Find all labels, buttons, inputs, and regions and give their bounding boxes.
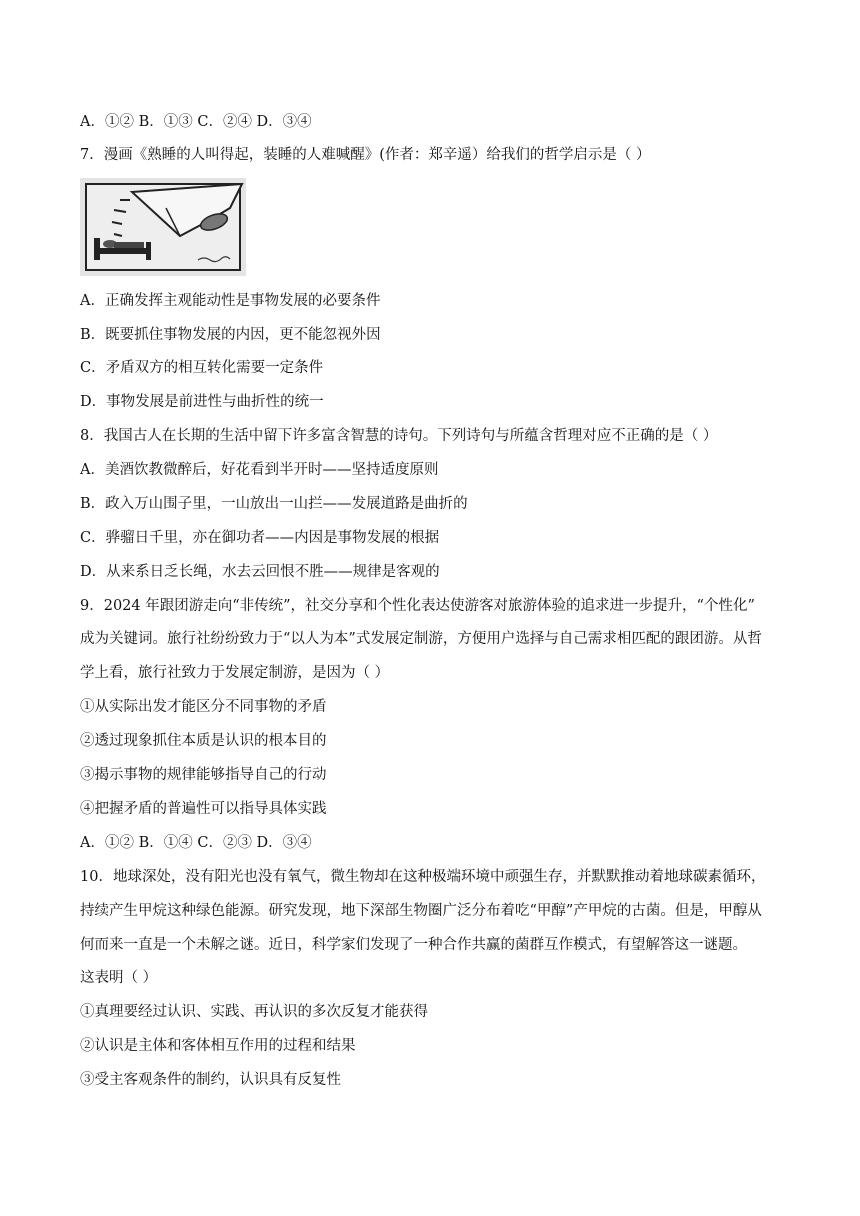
q7-option-a: A．正确发挥主观能动性是事物发展的必要条件 bbox=[80, 293, 381, 309]
q7-option-d: D．事物发展是前进性与曲折性的统一 bbox=[80, 394, 324, 410]
q9-stem-line-2: 成为关键词。旅行社纷纷致力于“以人为本”式发展定制游，方便用户选择与自己需求相匹配的跟团游。从哲 bbox=[80, 631, 762, 647]
q7-stem: 7．漫画《熟睡的人叫得起，装睡的人难喊醒》(作者：郑辛遥）给我们的哲学启示是（ ） bbox=[80, 147, 651, 163]
q8-option-b: B．政入万山围子里，一山放出一山拦——发展道路是曲折的 bbox=[80, 496, 468, 512]
q10-item-3: ③受主客观条件的制约，认识具有反复性 bbox=[80, 1072, 341, 1088]
q9-options: A．①② B．①④ C．②③ D．③④ bbox=[80, 835, 312, 851]
q10-item-2: ②认识是主体和客体相互作用的过程和结果 bbox=[80, 1038, 356, 1054]
q8-option-a: A．美酒饮教微醉后，好花看到半开时——坚持适度原则 bbox=[80, 462, 439, 478]
q8-option-d: D．从来系日乏长绳，水去云回恨不胜——规律是客观的 bbox=[80, 564, 440, 580]
q10-stem-line-4: 这表明（ ） bbox=[80, 970, 158, 986]
q9-item-1: ①从实际出发才能区分不同事物的矛盾 bbox=[80, 699, 327, 715]
q8-option-c: C．骅骝日千里，亦在御功者——内因是事物发展的根据 bbox=[80, 530, 440, 546]
q9-stem-line-1: 9．2024 年跟团游走向“非传统”，社交分享和个性化表达使游客对旅游体验的追求进一步提升，“个性化” bbox=[80, 598, 755, 614]
q10-item-1: ①真理要经过认识、实践、再认识的多次反复才能获得 bbox=[80, 1004, 428, 1020]
q7-option-b: B．既要抓住事物发展的内因，更不能忽视外因 bbox=[80, 327, 381, 343]
q10-stem-line-2: 持续产生甲烷这种绿色能源。研究发现，地下深部生物圈广泛分布着吃“甲醇”产甲烷的古菌。但是，甲醇从 bbox=[80, 903, 762, 919]
q10-stem-line-1: 10．地球深处，没有阳光也没有氧气，微生物却在这种极端环境中顽强生存，并默默推动着地球碳素循环， bbox=[80, 869, 766, 885]
cartoon-megaphone-bed-icon bbox=[80, 178, 246, 276]
q8-stem: 8．我国古人在长期的生活中留下许多富含智慧的诗句。下列诗句与所蕴含哲理对应不正确的是（ ） bbox=[80, 428, 718, 444]
q6-options: A．①② B．①③ C．②④ D．③④ bbox=[80, 114, 312, 130]
q7-option-c: C．矛盾双方的相互转化需要一定条件 bbox=[80, 360, 324, 376]
q10-stem-line-3: 何而来一直是一个未解之谜。近日，科学家们发现了一种合作共赢的菌群互作模式，有望解答这一谜题。 bbox=[80, 937, 747, 953]
q9-stem-line-3: 学上看，旅行社致力于发展定制游，是因为（ ） bbox=[80, 665, 390, 681]
cartoon-figure bbox=[80, 178, 246, 276]
q9-item-2: ②透过现象抓住本质是认识的根本目的 bbox=[80, 733, 327, 749]
q9-item-3: ③揭示事物的规律能够指导自己的行动 bbox=[80, 767, 327, 783]
q9-item-4: ④把握矛盾的普遍性可以指导具体实践 bbox=[80, 801, 327, 817]
